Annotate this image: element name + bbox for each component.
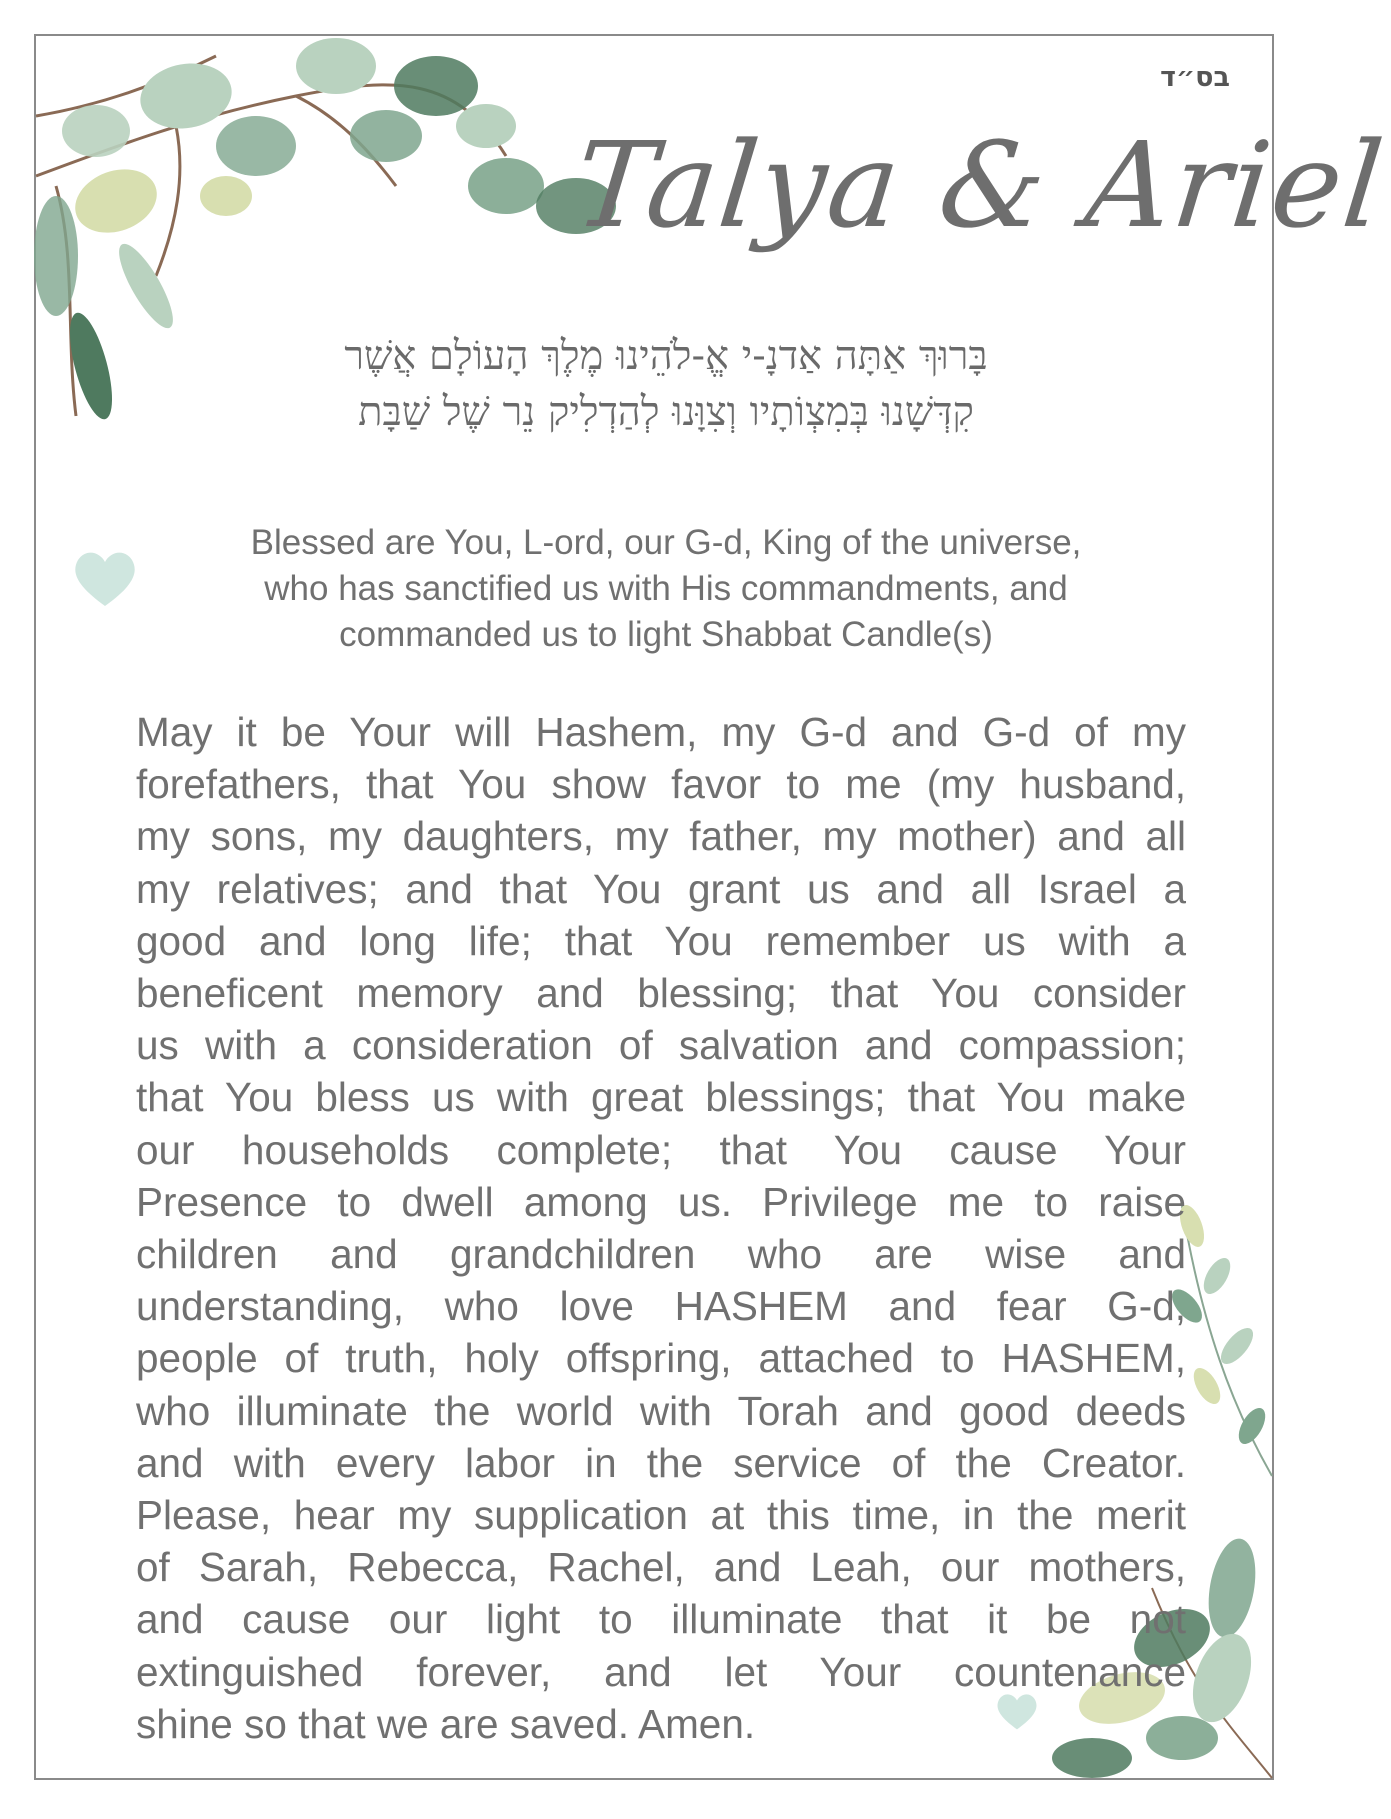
- prayer-line: our households complete; that You cause Your: [136, 1126, 1186, 1173]
- prayer-line: of Sarah, Rebecca, Rachel, and Leah, our mothers,: [136, 1544, 1186, 1591]
- prayer-line: who illuminate the world with Torah and good deeds: [136, 1387, 1186, 1434]
- hebrew-blessing: [186, 328, 1146, 440]
- translation-line: Blessed are You, L-ord, our G-d, King of the universe,: [250, 523, 1082, 562]
- couple-names-title: Talya & Ariel: [568, 116, 1391, 254]
- heart-icon: [70, 546, 140, 610]
- prayer-line: forefathers, that You show favor to me (my husband,: [136, 761, 1186, 808]
- translation-line: commanded us to light Shabbat Candle(s): [339, 615, 993, 654]
- hebrew-line: בָּרוּךְ אַתָּה אַדנָ-י אֱ-לֹהֵינוּ מֶלֶךְ הָעוֹלָם אֲשֶׁר: [344, 333, 988, 379]
- prayer-line: beneficent memory and blessing; that You consider: [136, 970, 1186, 1017]
- prayer-line: extinguished forever, and let Your countenance: [136, 1648, 1186, 1695]
- prayer-line: and with every labor in the service of the Creator.: [136, 1439, 1186, 1486]
- prayer-line: my relatives; and that You grant us and all Israel a: [136, 865, 1186, 912]
- prayer-line: my sons, my daughters, my father, my mother) and all: [136, 813, 1186, 860]
- prayer-line: Please, hear my supplication at this time, in the merit: [136, 1492, 1186, 1539]
- prayer-line: and cause our light to illuminate that it be not: [136, 1596, 1186, 1643]
- translation-line: who has sanctified us with His commandments, and: [264, 569, 1068, 608]
- prayer-line: Presence to dwell among us. Privilege me to raise: [136, 1178, 1186, 1225]
- prayer-card: [34, 34, 1391, 1780]
- prayer-line: that You bless us with great blessings; that You make: [136, 1074, 1186, 1121]
- blessing-translation: [166, 520, 1166, 658]
- prayer-text: [136, 706, 1186, 1750]
- prayer-line: shine so that we are saved. Amen.: [136, 1700, 756, 1747]
- prayer-line: understanding, who love HASHEM and fear G-d,: [136, 1283, 1186, 1330]
- prayer-line: children and grandchildren who are wise and: [136, 1231, 1186, 1278]
- prayer-line: people of truth, holy offspring, attached to HASHEM,: [136, 1335, 1186, 1382]
- prayer-line: May it be Your will Hashem, my G-d and G-d of my: [136, 709, 1186, 755]
- hebrew-line: קִדְּשָׁנוּ בְּמִצְוֹתָיו וְצִוָּנוּ לְהַדְלִיק נֵר שֶׁל שַׁבָּת: [358, 389, 974, 435]
- prayer-line: us with a consideration of salvation and compassion;: [136, 1022, 1186, 1069]
- prayer-line: good and long life; that You remember us with a: [136, 917, 1186, 964]
- bsd-mark: בס״ד: [1160, 62, 1230, 93]
